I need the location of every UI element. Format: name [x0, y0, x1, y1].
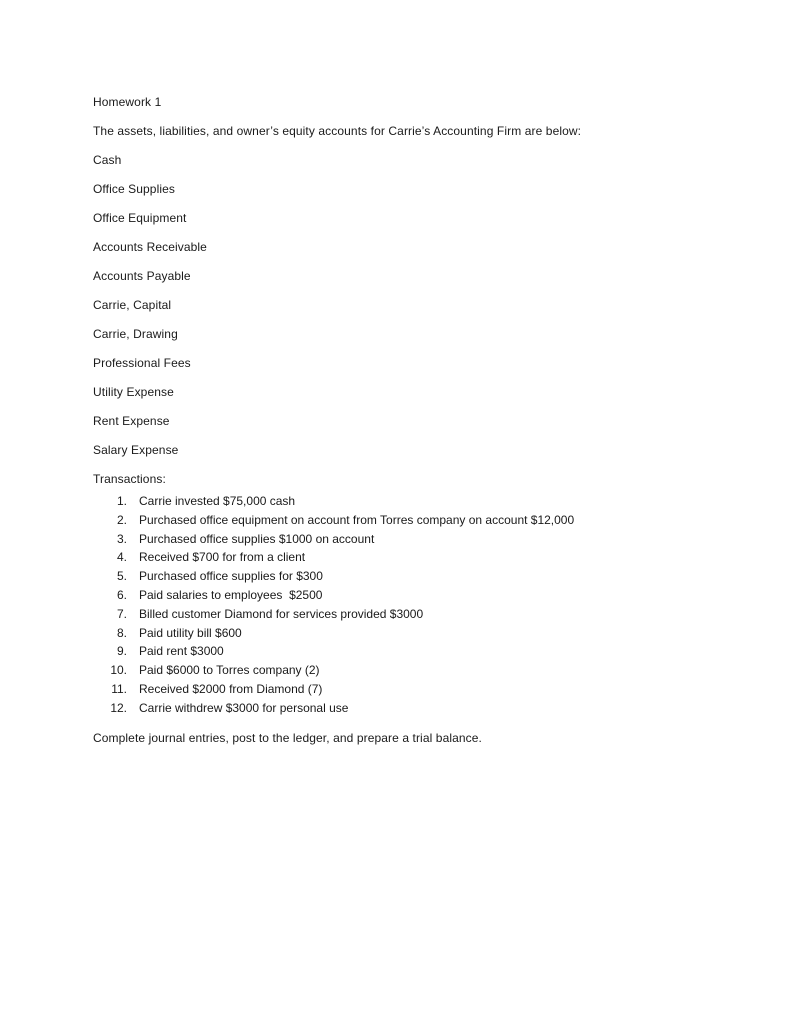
- account-item: Carrie, Capital: [93, 298, 172, 312]
- transaction-text: Billed customer Diamond for services provided $3000: [139, 606, 424, 621]
- transaction-number: 12.: [110, 700, 127, 715]
- transactions-heading: Transactions:: [93, 472, 166, 486]
- transaction-text: Paid rent $3000: [139, 644, 224, 659]
- transaction-number: 7.: [116, 606, 127, 621]
- transaction-text: Purchased office equipment on account from Torres company on account $12,000: [139, 512, 575, 527]
- account-item: Salary Expense: [93, 443, 179, 457]
- transaction-item: [93, 493, 733, 512]
- transaction-item: [93, 662, 733, 681]
- transaction-number: 11.: [111, 681, 127, 696]
- transaction-item: [93, 700, 733, 719]
- transaction-text: Received $700 for from a client: [139, 550, 306, 565]
- account-item: Accounts Receivable: [93, 240, 207, 254]
- transaction-text: Paid utility bill $600: [139, 625, 242, 640]
- transaction-item: [93, 587, 733, 606]
- account-item: Cash: [93, 153, 122, 167]
- account-item: Utility Expense: [93, 385, 174, 399]
- transaction-number: 2.: [116, 512, 127, 527]
- transaction-number: 6.: [116, 587, 127, 602]
- transaction-number: 10.: [110, 663, 127, 678]
- transaction-number: 3.: [116, 531, 127, 546]
- transaction-text: Paid salaries to employees $2500: [139, 587, 323, 602]
- transaction-item: [93, 512, 733, 531]
- transaction-item: [93, 531, 733, 550]
- transaction-item: [93, 681, 733, 700]
- account-item: Rent Expense: [93, 414, 170, 428]
- transaction-text: Received $2000 from Diamond (7): [139, 681, 323, 696]
- account-item: Carrie, Drawing: [93, 327, 178, 341]
- transaction-number: 5.: [116, 569, 127, 584]
- transaction-number: 9.: [116, 644, 127, 659]
- transaction-text: Purchased office supplies $1000 on account: [139, 531, 375, 546]
- transaction-text: Paid $6000 to Torres company (2): [139, 663, 320, 678]
- document-title: Homework 1: [93, 95, 162, 109]
- transaction-number: 1.: [116, 494, 127, 508]
- transaction-text: Carrie withdrew $3000 for personal use: [139, 700, 349, 715]
- transactions-list: [93, 493, 733, 719]
- transaction-text: Purchased office supplies for $300: [139, 569, 323, 584]
- document-content: [93, 94, 733, 759]
- account-item: Office Supplies: [93, 182, 175, 196]
- transaction-text: Carrie invested $75,000 cash: [139, 494, 296, 508]
- transaction-item: [93, 643, 733, 662]
- intro-text: The assets, liabilities, and owner’s equity accounts for Carrie’s Accounting Firm are below:: [93, 124, 582, 138]
- account-item: Office Equipment: [93, 211, 187, 225]
- account-item: Accounts Payable: [93, 269, 191, 283]
- transaction-item: [93, 625, 733, 644]
- transaction-item: [93, 549, 733, 568]
- transaction-number: 8.: [116, 625, 127, 640]
- accounts-list: [93, 152, 733, 471]
- transaction-item: [93, 568, 733, 587]
- account-item: Professional Fees: [93, 356, 191, 370]
- transaction-item: [93, 606, 733, 625]
- transaction-number: 4.: [116, 550, 127, 565]
- closing-instructions: Complete journal entries, post to the ledger, and prepare a trial balance.: [93, 730, 482, 745]
